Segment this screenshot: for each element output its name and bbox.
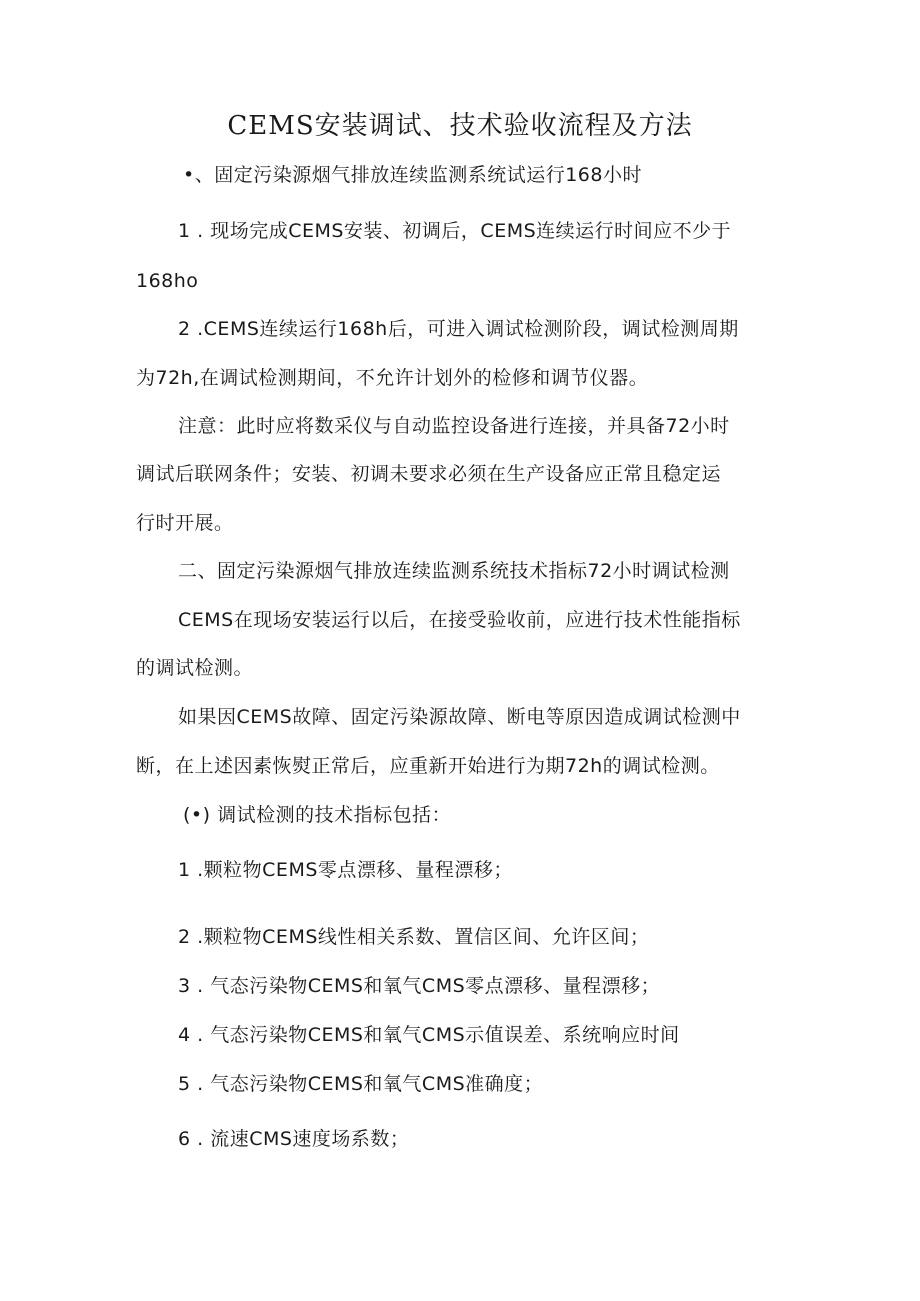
paragraph-line: 168ho xyxy=(136,270,199,292)
list-item: 2 .颗粒物CEMS线性相关系数、置信区间、允许区间； xyxy=(178,926,650,948)
paragraph-line: 的调试检测。 xyxy=(136,657,254,679)
paragraph-line: 1 . 现场完成CEMS安装、初调后，CEMS连续运行时间应不少于 xyxy=(178,220,732,242)
list-item: 6 . 流速CMS速度场系数； xyxy=(178,1128,410,1150)
paragraph-line: 断，在上述因素恢熨正常后，应重新开始进行为期72h的调试检测。 xyxy=(136,755,720,777)
section-heading-1: •、固定污染源烟气排放连续监测系统试运行168小时 xyxy=(183,164,642,186)
section-heading-2: 二、固定污染源烟气排放连续监测系统技术指标72小时调试检测 xyxy=(178,560,730,582)
paragraph-line: 如果因CEMS故障、固定污染源故障、断电等原因造成调试检测中 xyxy=(178,706,741,728)
paragraph-line: CEMS在现场安装运行以后，在接受验收前，应进行技术性能指标 xyxy=(178,609,741,631)
paragraph-line: 2 .CEMS连续运行168h后，可进入调试检测阶段，调试检测周期 xyxy=(178,318,739,340)
list-item: 1 .颗粒物CEMS零点漂移、量程漂移； xyxy=(178,859,513,881)
document-title: CEMS安装调试、技术验收流程及方法 xyxy=(227,111,693,141)
note-line: 调试后联网条件；安装、初调未要求必须在生产设备应正常且稳定运 xyxy=(136,463,722,485)
subsection-heading: (•) 调试检测的技术指标包括： xyxy=(183,804,452,826)
list-item: 5 . 气态污染物CEMS和氧气CMS准确度； xyxy=(178,1073,544,1095)
note-line: 行时开展。 xyxy=(136,512,234,534)
list-item: 4 . 气态污染物CEMS和氧气CMS示值误差、系统响应时间 xyxy=(178,1024,680,1046)
list-item: 3 . 气态污染物CEMS和氧气CMS零点漂移、量程漂移； xyxy=(178,975,661,997)
paragraph-line: 为72h,在调试检测期间，不允许计划外的检修和调节仪器。 xyxy=(136,367,649,389)
note-line: 注意：此时应将数采仪与自动监控设备进行连接，并具备72小时 xyxy=(178,415,730,437)
